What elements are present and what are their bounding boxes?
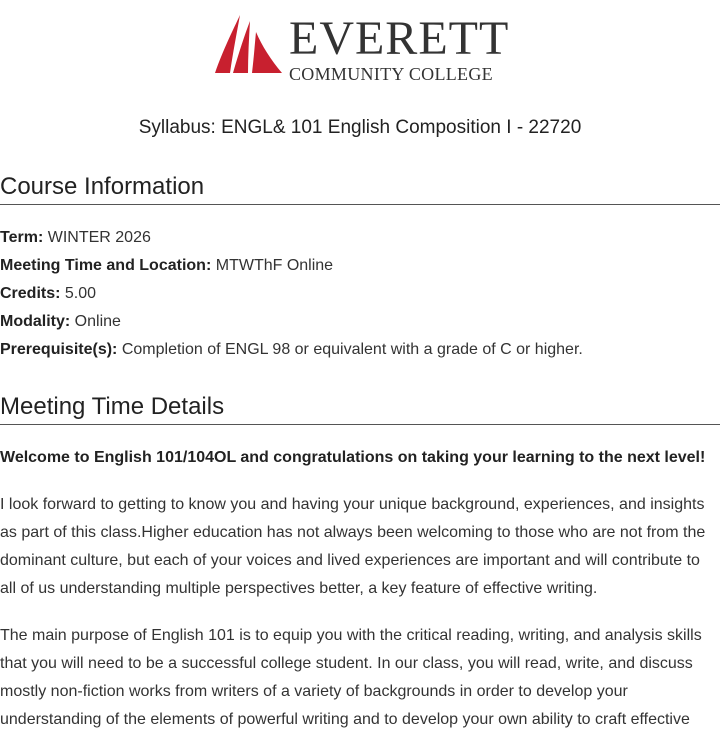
college-logo-name: EVERETT xyxy=(289,12,510,65)
course-information-list xyxy=(0,224,720,364)
modality-value: Online xyxy=(74,313,121,330)
intro-paragraph: I look forward to getting to know you and having your unique background, experiences, and insights as part of this class.Higher education has not always been welcoming to those who are not from the dominant culture, but each of your voices and lived experiences are important and will contribute to all of us understanding multiple perspectives better, a key feature of effective writing. xyxy=(0,496,706,597)
welcome-message: Welcome to English 101/104OL and congratulations on taking your learning to the next level! xyxy=(0,449,706,466)
modality-row xyxy=(0,308,720,336)
prerequisite-row xyxy=(0,336,720,364)
college-logo xyxy=(213,12,510,84)
term-value: WINTER 2026 xyxy=(47,229,151,246)
meeting-time-value: MTWThF Online xyxy=(215,257,334,274)
college-logo-mark xyxy=(213,12,285,76)
credits-label: Credits: xyxy=(0,285,61,302)
credits-value: 5.00 xyxy=(64,285,97,302)
meeting-time-row xyxy=(0,252,720,280)
prerequisite-label: Prerequisite(s): xyxy=(0,341,118,358)
term-row xyxy=(0,224,720,252)
purpose-paragraph: The main purpose of English 101 is to equip you with the critical reading, writing, and analysis skills that you will need to be a successful college student. In our class, you will read, write, and discuss mostly non-fiction works from writers of a variety of backgrounds in order to develop your understanding of the elements of powerful writing and to develop your own ability to craft effective xyxy=(0,627,702,728)
course-information-heading: Course Information xyxy=(0,173,720,205)
syllabus-title: Syllabus: ENGL& 101 English Composition I - 22720 xyxy=(138,117,582,138)
prerequisite-value: Completion of ENGL 98 or equivalent with a grade of C or higher. xyxy=(121,341,583,358)
modality-label: Modality: xyxy=(0,313,71,330)
meeting-time-details-heading: Meeting Time Details xyxy=(0,393,720,425)
term-label: Term: xyxy=(0,229,44,246)
credits-row xyxy=(0,280,720,308)
college-logo-subname: COMMUNITY COLLEGE xyxy=(289,64,493,84)
meeting-time-label: Meeting Time and Location: xyxy=(0,257,212,274)
